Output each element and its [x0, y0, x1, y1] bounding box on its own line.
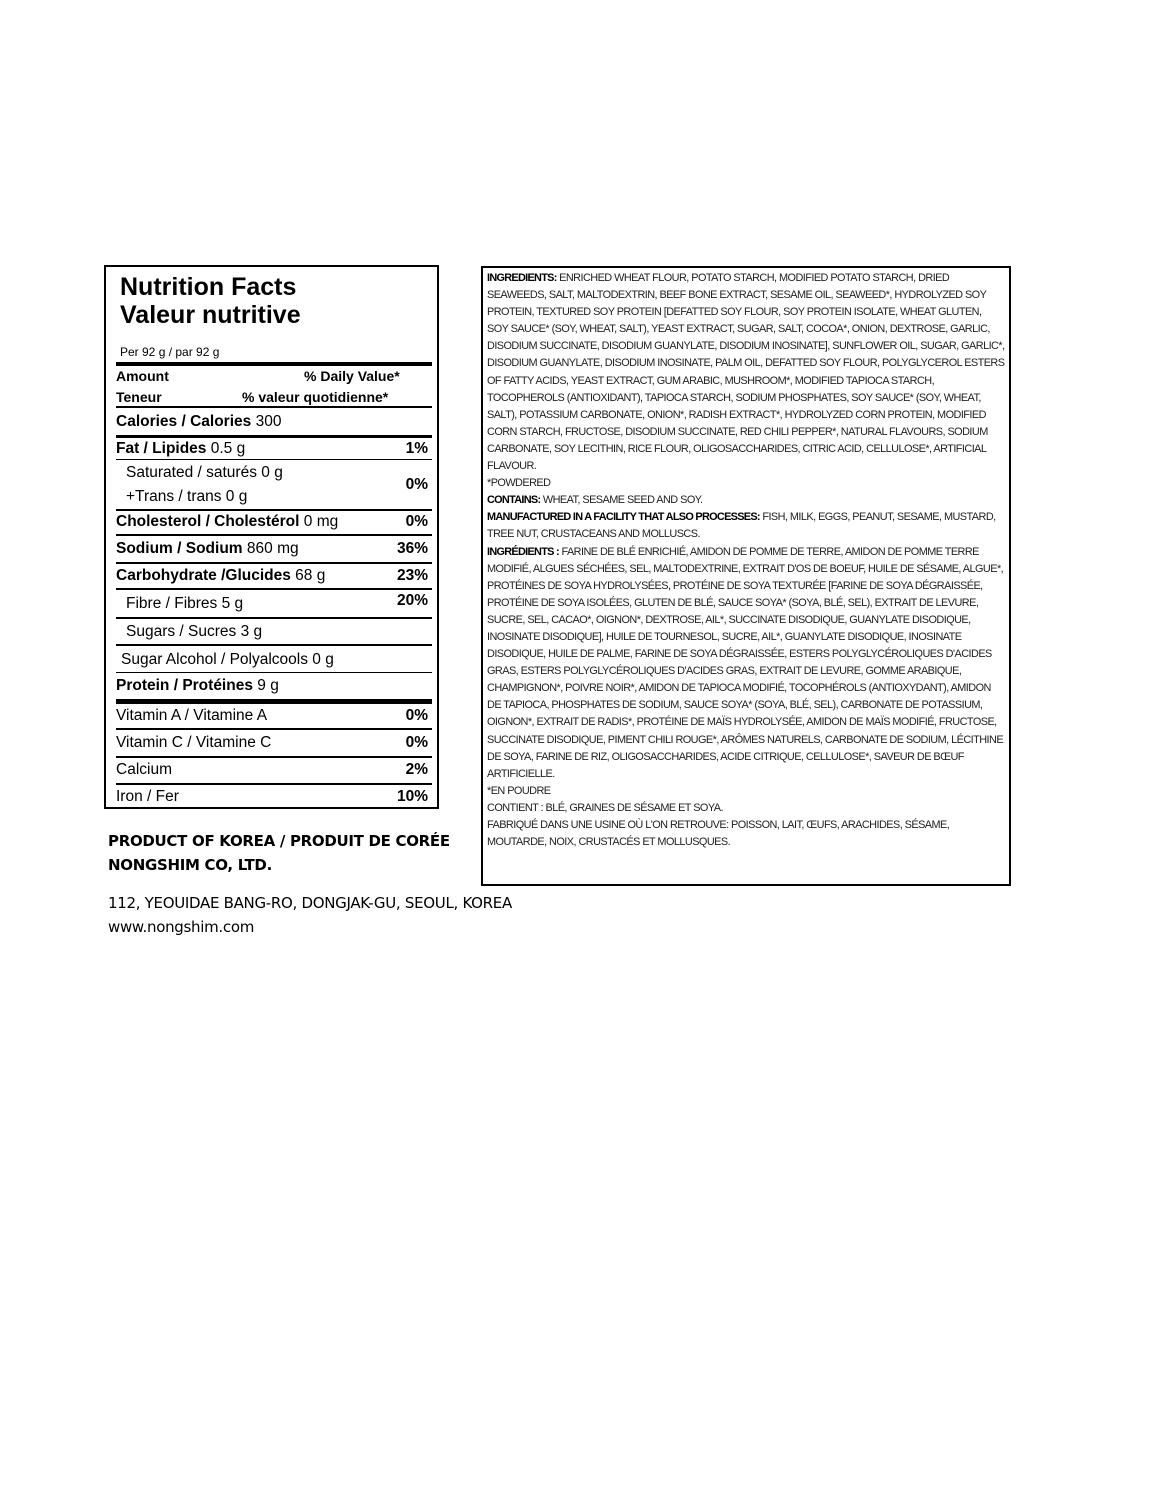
- fat-value: 0.5 g: [210, 440, 246, 457]
- calories-value: 300: [255, 413, 282, 430]
- sugar-alcohol-row: Sugar Alcohol / Polyalcools 0 g: [121, 651, 334, 668]
- calcium-label: Calcium: [116, 761, 172, 778]
- facility-en: [487, 509, 1005, 543]
- ingredients-fr: [487, 544, 1005, 783]
- amount-label: Amount: [116, 368, 169, 384]
- nutrition-title: [120, 273, 301, 329]
- saturated-row: Saturated / saturés 0 g: [126, 464, 283, 481]
- title-en: Nutrition Facts: [120, 273, 297, 301]
- divider: [116, 562, 432, 564]
- facility-label: MANUFACTURED IN A FACILITY THAT ALSO PROCESSES:: [487, 511, 760, 524]
- calories-label: Calories / Calories: [116, 413, 252, 430]
- fibre-row: [116, 595, 432, 613]
- amount-header: [116, 367, 432, 385]
- calcium-pct: 2%: [405, 761, 428, 778]
- cholesterol-label: Cholesterol / Cholestérol: [116, 513, 300, 530]
- ingredients-fr-label: INGRÉDIENTS :: [487, 545, 559, 558]
- title-fr: Valeur nutritive: [120, 301, 301, 329]
- thick-divider: [116, 699, 432, 704]
- sugars-row: Sugars / Sucres 3 g: [126, 623, 263, 640]
- ingredients-fr-text: FARINE DE BLÉ ENRICHIÉ, AMIDON DE POMME DE TERRE, AMIDON DE POMME TERRE MODIFIÉ, ALGUES SÉCHÉES, SEL, MALTODEXTRINE, EXTRAIT D'OS DE BOEUF, HUILE DE SÉSAME, ALGUE*, PROTÉINES DE SOYA HYDROLYSÉES, PROTÉINE DE SOYA TEXTURÉE [FARINE DE SOYA DÉGRAISSÉE, PROTÉINE DE SOYA ISOLÉES, GLUTEN DE BLÉ, SAUCE SOYA* (SOYA, BLÉ, SEL), EXTRAIT DE LEVURE, SUCRE, SEL, CACAO*, OIGNON*, DEXTROSE, AIL*, SUCCINATE DISODIQUE, GUANYLATE DISODIQUE, INOSINATE DISODIQUE], HUILE DE TOURNESOL, SUCRE, AIL*, GUANYLATE DISODIQUE, INOSINATE DISODIQUE, HUILE DE PALME, FARINE DE SOYA DÉGRAISSÉE, ESTERS POLYGLYCÉROLIQUES D'ACIDES GRAS, ESTERS POLYGLYCÉROLIQUES D'ACIDES GRAS, EXTRAIT DE LEVURE, GOMME ARABIQUE, CHAMPIGNON*, POIVRE NOIR*, AMIDON DE TAPIOCA MODIFIÉ, TOCOPHÉROLS (ANTIOXYDANT), AMIDON DE TAPIOCA, PHOSPHATES DE SODIUM, SAUCE SOYA* (SOYA, BLÉ, SEL), CARBONATE DE POTASSIUM, OIGNON*, EXTRAIT DE RADIS*, PROTÉINE DE MAÏS HYDROLYSÉE, AMIDON DE MAÏS MODIFIÉ, FRUCTOSE, SUCCINATE DISODIQUE, PIMENT CHILI ROUGE*, ARÔMES NATURELS, CARBONATE DE SODIUM, LÉCITHINE DE SOYA, FARINE DE RIZ, OLIGOSACCHARIDES, ACIDE CITRIQUE, CELLULOSE*, SAVEUR DE BŒUF ARTIFICIELLE.: [487, 545, 1004, 780]
- divider: [116, 617, 432, 619]
- vq-label: % valeur quotidienne*: [242, 389, 389, 405]
- dv-label: % Daily Value*: [304, 368, 400, 384]
- divider: [116, 783, 432, 785]
- vitamin-a-row: [116, 707, 432, 725]
- protein-label: Protein / Protéines: [116, 677, 253, 694]
- divider: [116, 534, 432, 536]
- fat-row: [116, 440, 432, 458]
- teneur-header: [116, 388, 432, 406]
- contains-fr: CONTIENT : BLÉ, GRAINES DE SÉSAME ET SOYA.: [487, 801, 723, 814]
- cholesterol-value: 0 mg: [303, 513, 339, 530]
- facility-fr: FABRIQUÉ DANS UNE USINE OÙ L'ON RETROUVE: POISSON, LAIT, ŒUFS, ARACHIDES, SÉSAME, MOUTARDE, NOIX, CRUSTACÉS ET MOLLUSQUES.: [487, 819, 950, 849]
- protein-row: [116, 677, 432, 695]
- sat-trans-pct-row: [116, 476, 432, 494]
- fibre-pct: 20%: [396, 592, 428, 609]
- iron-row: [116, 788, 432, 806]
- trans-row: +Trans / trans 0 g: [126, 488, 248, 505]
- protein-value: 9 g: [257, 677, 279, 694]
- company-website: www.nongshim.com: [108, 918, 255, 936]
- divider: [116, 406, 432, 408]
- carbohydrate-value: 68 g: [295, 567, 326, 584]
- ingredients-en-text: ENRICHED WHEAT FLOUR, POTATO STARCH, MODIFIED POTATO STARCH, DRIED SEAWEEDS, SALT, MALTODEXTRIN, BEEF BONE EXTRACT, SESAME OIL, SEAWEED*, HYDROLYZED SOY PROTEIN, TEXTURED SOY PROTEIN [DEFATTED SOY FLOUR, SOY PROTEIN ISOLATE, WHEAT GLUTEN, SOY SAUCE* (SOY, WHEAT, SALT), YEAST EXTRACT, SUGAR, SALT, COCOA*, ONION, DEXTROSE, GARLIC, DISODIUM SUCCINATE, DISODIUM GUANYLATE, DISODIUM INOSINATE], SUNFLOWER OIL, SUGAR, GARLIC*, DISODIUM GUANYLATE, DISODIUM INOSINATE, PALM OIL, DEFATTED SOY FLOUR, POLYGLYCEROL ESTERS OF FATTY ACIDS, YEAST EXTRACT, GUM ARABIC, MUSHROOM*, MODIFIED TAPIOCA STARCH, TOCOPHEROLS (ANTIOXIDANT), TAPIOCA STARCH, SODIUM PHOSPHATES, SOY SAUCE* (SOY, WHEAT, SALT), POTASSIUM CARBONATE, ONION*, RADISH EXTRACT*, HYDROLYZED CORN PROTEIN, MODIFIED CORN STARCH, FRUCTOSE, DISODIUM SUCCINATE, RED CHILI PEPPER*, NATURAL FLAVOURS, SODIUM CARBONATE, SOY LECITHIN, RICE FLOUR, OLIGOSACCHARIDES, CITRIC ACID, CELLULOSE*, ARTIFICIAL FLAVOUR.: [487, 272, 1005, 473]
- cholesterol-pct: 0%: [405, 513, 428, 530]
- calcium-row: [116, 761, 432, 779]
- vitamin-c-pct: 0%: [405, 734, 428, 751]
- contains-text: WHEAT, SESAME SEED AND SOY.: [542, 494, 703, 507]
- fat-pct: 1%: [405, 440, 428, 457]
- vitamin-c-row: [116, 734, 432, 752]
- powdered-note: *POWDERED: [487, 477, 551, 490]
- iron-label: Iron / Fer: [116, 788, 179, 805]
- teneur-label: Teneur: [116, 389, 162, 405]
- sodium-pct: 36%: [396, 540, 428, 557]
- divider: [116, 756, 432, 758]
- ingredients-box: [481, 266, 1011, 886]
- cholesterol-row: [116, 513, 432, 531]
- nutrition-facts-table: [104, 265, 439, 809]
- divider: [116, 672, 432, 673]
- ingredients-en-label: INGREDIENTS:: [487, 272, 557, 284]
- fat-label: Fat / Lipides: [116, 440, 207, 457]
- divider: [116, 435, 432, 438]
- sodium-row: [116, 540, 432, 558]
- contains-label: CONTAINS:: [487, 494, 541, 507]
- divider: [116, 588, 432, 590]
- serving-size: Per 92 g / par 92 g: [120, 345, 220, 359]
- contains-en: [487, 492, 1005, 509]
- carbohydrate-pct: 23%: [396, 567, 428, 584]
- origin-line: PRODUCT OF KOREA / PRODUIT DE CORÉE: [108, 832, 450, 850]
- vitamin-c-label: Vitamin C / Vitamine C: [116, 734, 272, 751]
- sodium-label: Sodium / Sodium: [116, 540, 243, 557]
- vitamin-a-label: Vitamin A / Vitamine A: [116, 707, 268, 724]
- divider: [116, 459, 432, 460]
- iron-pct: 10%: [396, 788, 428, 805]
- thick-divider: [116, 362, 432, 366]
- vitamin-a-pct: 0%: [405, 707, 428, 724]
- sat-trans-pct: 0%: [405, 476, 428, 493]
- company-name: NONGSHIM CO, LTD.: [108, 856, 272, 874]
- divider: [116, 644, 432, 646]
- facility-text: FISH, MILK, EGGS, PEANUT, SESAME, MUSTARD, TREE NUT, CRUSTACEANS AND MOLLUSCS.: [487, 511, 996, 541]
- calories-row: [116, 413, 432, 431]
- divider: [116, 728, 432, 730]
- carbohydrate-row: [116, 567, 432, 585]
- ingredients-en: [487, 270, 1005, 475]
- powder-note-fr: *EN POUDRE: [487, 784, 551, 797]
- divider: [116, 509, 432, 511]
- sodium-value: 860 mg: [246, 540, 299, 557]
- fibre-label: Fibre / Fibres 5 g: [126, 595, 244, 612]
- company-address: 112, YEOUIDAE BANG-RO, DONGJAK-GU, SEOUL, KOREA: [108, 894, 512, 912]
- carbohydrate-label: Carbohydrate /Glucides: [116, 567, 291, 584]
